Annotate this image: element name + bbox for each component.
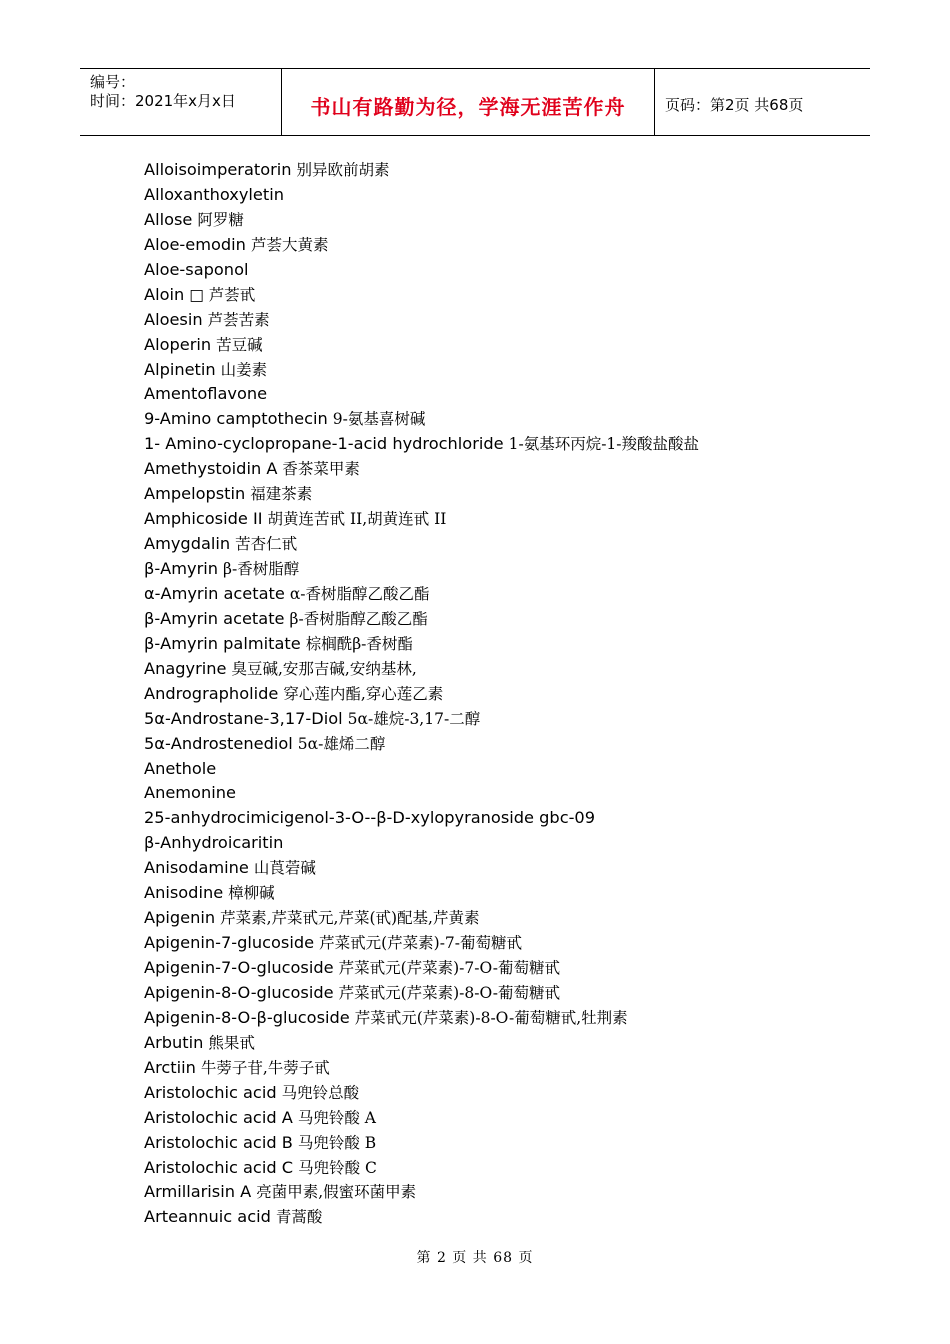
entry-english-term: Apigenin-8-O-glucoside (144, 982, 334, 1002)
entry-english-term: Amygdalin (144, 534, 231, 554)
glossary-entry (144, 632, 699, 657)
glossary-entry (144, 657, 699, 682)
glossary-entry (144, 1006, 699, 1031)
entry-chinese-term: 芹菜甙元(芹菜素)-7-O-葡萄糖甙 (338, 959, 561, 977)
entry-english-term: Amethystoidin A (144, 459, 278, 479)
entry-chinese-term: 马兜铃酸 A (297, 1108, 376, 1127)
glossary-entry (144, 931, 699, 956)
entry-english-term: Andrographolide (144, 683, 279, 703)
entry-chinese-term: 苦杏仁甙 (235, 535, 298, 554)
entry-english-term: Apigenin-7-O-glucoside (144, 958, 334, 977)
entry-chinese-term: 臭豆碱,安那吉碱,安纳基林, (231, 659, 417, 678)
entry-chinese-term: 马兜铃酸 C (298, 1158, 377, 1177)
entry-chinese-term: 香茶菜甲素 (282, 460, 360, 479)
entry-english-term: Armillarisin A (144, 1182, 252, 1202)
glossary-entry (144, 607, 699, 632)
header-meta (90, 73, 236, 111)
entry-english-term: Aloe-saponol (144, 259, 249, 279)
entry-chinese-term: 5α-雄烯二醇 (297, 734, 386, 753)
entry-english-term: α-Amyrin acetate (144, 583, 285, 603)
entry-chinese-term: 山姜素 (220, 360, 268, 379)
entry-english-term: Amphicoside II (144, 509, 263, 529)
glossary-entry (144, 358, 699, 383)
entry-chinese-term: 芹菜甙元(芹菜素)-8-O-葡萄糖甙 (338, 983, 561, 1002)
entry-english-term: 9-Amino camptothecin (144, 409, 328, 429)
glossary-entry (144, 407, 699, 432)
entry-chinese-term: 阿罗糖 (197, 210, 244, 229)
glossary-entry (144, 831, 699, 856)
glossary-entry (144, 1131, 699, 1156)
entry-english-term: β-Amyrin acetate (144, 608, 285, 628)
glossary-entry (144, 856, 699, 881)
entry-chinese-term: 樟柳碱 (228, 884, 275, 903)
entry-chinese-term: 芹菜甙元(芹菜素)-7-葡萄糖甙 (319, 934, 523, 953)
entry-english-term: Alloxanthoxyletin (144, 184, 284, 204)
entry-english-term: Aloin (144, 284, 185, 304)
glossary-entry (144, 258, 699, 283)
entry-chinese-term: 马兜铃总酸 (281, 1083, 360, 1102)
entry-chinese-term: 青蒿酸 (275, 1208, 323, 1227)
page-footer: 第 2 页 共 68 页 (416, 1250, 534, 1266)
entry-english-term: Allose (144, 209, 193, 229)
glossary-list (144, 158, 699, 1230)
header-motto: 书山有路勤为径，学海无涯苦作舟 (310, 95, 626, 119)
entry-english-term: Anethole (144, 758, 217, 778)
glossary-entry (144, 1180, 699, 1205)
entry-english-term: Apigenin-7-glucoside (144, 933, 315, 953)
entry-english-term: β-Amyrin (144, 559, 219, 578)
entry-english-term: 5α-Androstane-3,17-Diol (144, 708, 343, 728)
entry-chinese-term: 芦荟苦素 (207, 310, 270, 329)
glossary-entry (144, 432, 699, 457)
entry-chinese-term: 马兜铃酸 B (297, 1133, 377, 1152)
entry-english-term: Arbutin (144, 1032, 204, 1052)
glossary-entry (144, 158, 699, 183)
entry-english-term: Aristolochic acid C (144, 1157, 294, 1177)
entry-chinese-term: 胡黄连苦甙 II,胡黄连甙 II (267, 510, 447, 529)
document-date: 时间：2021年x月x日 (90, 92, 236, 110)
glossary-entry (144, 283, 699, 308)
entry-english-term: Aristolochic acid (144, 1082, 277, 1102)
glossary-entry (144, 981, 699, 1006)
glossary-entry (144, 308, 699, 333)
entry-english-term: Anagyrine (144, 658, 227, 678)
entry-english-term: Apigenin-8-O-β-glucoside (144, 1007, 350, 1027)
glossary-entry (144, 457, 699, 482)
entry-english-term: β-Amyrin palmitate (144, 633, 301, 653)
entry-english-term: Anisodamine (144, 858, 249, 878)
entry-english-term: Aloe-emodin (144, 234, 246, 254)
entry-english-term: Amentoflavone (144, 384, 268, 404)
glossary-entry (144, 382, 699, 407)
entry-english-term: Aloesin (144, 309, 203, 329)
entry-chinese-term: 芦荟大黄素 (250, 235, 329, 254)
entry-english-term: Arteannuic acid (144, 1207, 271, 1227)
glossary-entry (144, 557, 699, 582)
entry-chinese-term: α-香树脂醇乙酸乙酯 (289, 584, 430, 603)
glossary-entry (144, 1156, 699, 1181)
entry-english-term: 1- Amino-cyclopropane-1-acid hydrochloride (144, 434, 504, 454)
entry-chinese-term: 苦豆碱 (216, 335, 263, 354)
glossary-entry (144, 1205, 699, 1230)
glossary-entry (144, 707, 699, 732)
glossary-entry (144, 757, 699, 782)
glossary-entry (144, 806, 699, 831)
glossary-entry (144, 1081, 699, 1106)
glossary-entry (144, 682, 699, 707)
entry-chinese-term: 1-氨基环丙烷-1-羧酸盐酸盐 (508, 435, 700, 454)
entry-chinese-term: 亮菌甲素,假蜜环菌甲素 (256, 1183, 417, 1202)
glossary-entry (144, 956, 699, 981)
glossary-entry (144, 233, 699, 258)
header-page-info: 页码：第2页 共68页 (665, 96, 804, 114)
entry-english-term: Alpinetin (144, 359, 216, 379)
entry-chinese-term: 棕榈酰β-香树酯 (305, 634, 413, 653)
document-number-label: 编号： (90, 73, 136, 91)
glossary-entry (144, 1106, 699, 1131)
entry-chinese-term: 穿心莲内酯,穿心莲乙素 (283, 684, 444, 703)
glossary-entry (144, 781, 699, 806)
glossary-entry (144, 183, 699, 208)
entry-english-term: Alloisoimperatorin (144, 160, 292, 179)
glossary-entry (144, 208, 699, 233)
glossary-entry (144, 582, 699, 607)
glossary-entry (144, 507, 699, 532)
page-header (80, 68, 870, 136)
entry-chinese-term: β-香树脂醇乙酸乙酯 (289, 609, 428, 628)
entry-english-term: Anemonine (144, 783, 236, 803)
entry-english-term: Apigenin (144, 908, 216, 928)
entry-english-term: β-Anhydroicaritin (144, 833, 284, 853)
entry-chinese-term: 牛蒡子苷,牛蒡子甙 (200, 1058, 330, 1077)
glossary-entry (144, 1031, 699, 1056)
glossary-entry (144, 333, 699, 358)
glossary-entry (144, 906, 699, 931)
glossary-entry (144, 1056, 699, 1081)
glossary-entry (144, 732, 699, 757)
entry-english-term: Aristolochic acid A (144, 1107, 293, 1127)
entry-chinese-term: 5α-雄烷-3,17-二醇 (347, 709, 481, 728)
glossary-entry (144, 482, 699, 507)
entry-english-term: Aloperin (144, 334, 212, 354)
header-divider (654, 69, 655, 135)
entry-chinese-term: □ 芦荟甙 (189, 285, 256, 304)
entry-chinese-term: 熊果甙 (208, 1033, 255, 1052)
entry-english-term: Anisodine (144, 883, 224, 903)
entry-chinese-term: 福建茶素 (250, 485, 313, 504)
entry-english-term: Arctiin (144, 1057, 196, 1077)
glossary-entry (144, 881, 699, 906)
entry-chinese-term: β-香树脂醇 (223, 560, 300, 578)
entry-english-term: Aristolochic acid B (144, 1132, 293, 1152)
entry-chinese-term: 9-氨基喜树碱 (332, 410, 426, 429)
entry-chinese-term: 别异欧前胡素 (296, 161, 390, 179)
entry-english-term: 25-anhydrocimicigenol-3-O--β-D-xylopyranoside gbc-09 (144, 808, 596, 828)
entry-english-term: Ampelopstin (144, 484, 246, 504)
entry-chinese-term: 芹菜素,芹菜甙元,芹菜(甙)配基,芹黄素 (220, 909, 480, 928)
glossary-entry (144, 532, 699, 557)
entry-chinese-term: 山莨菪碱 (253, 859, 316, 878)
entry-english-term: 5α-Androstenediol (144, 733, 293, 753)
entry-chinese-term: 芹菜甙元(芹菜素)-8-O-葡萄糖甙,牡荆素 (354, 1008, 628, 1027)
